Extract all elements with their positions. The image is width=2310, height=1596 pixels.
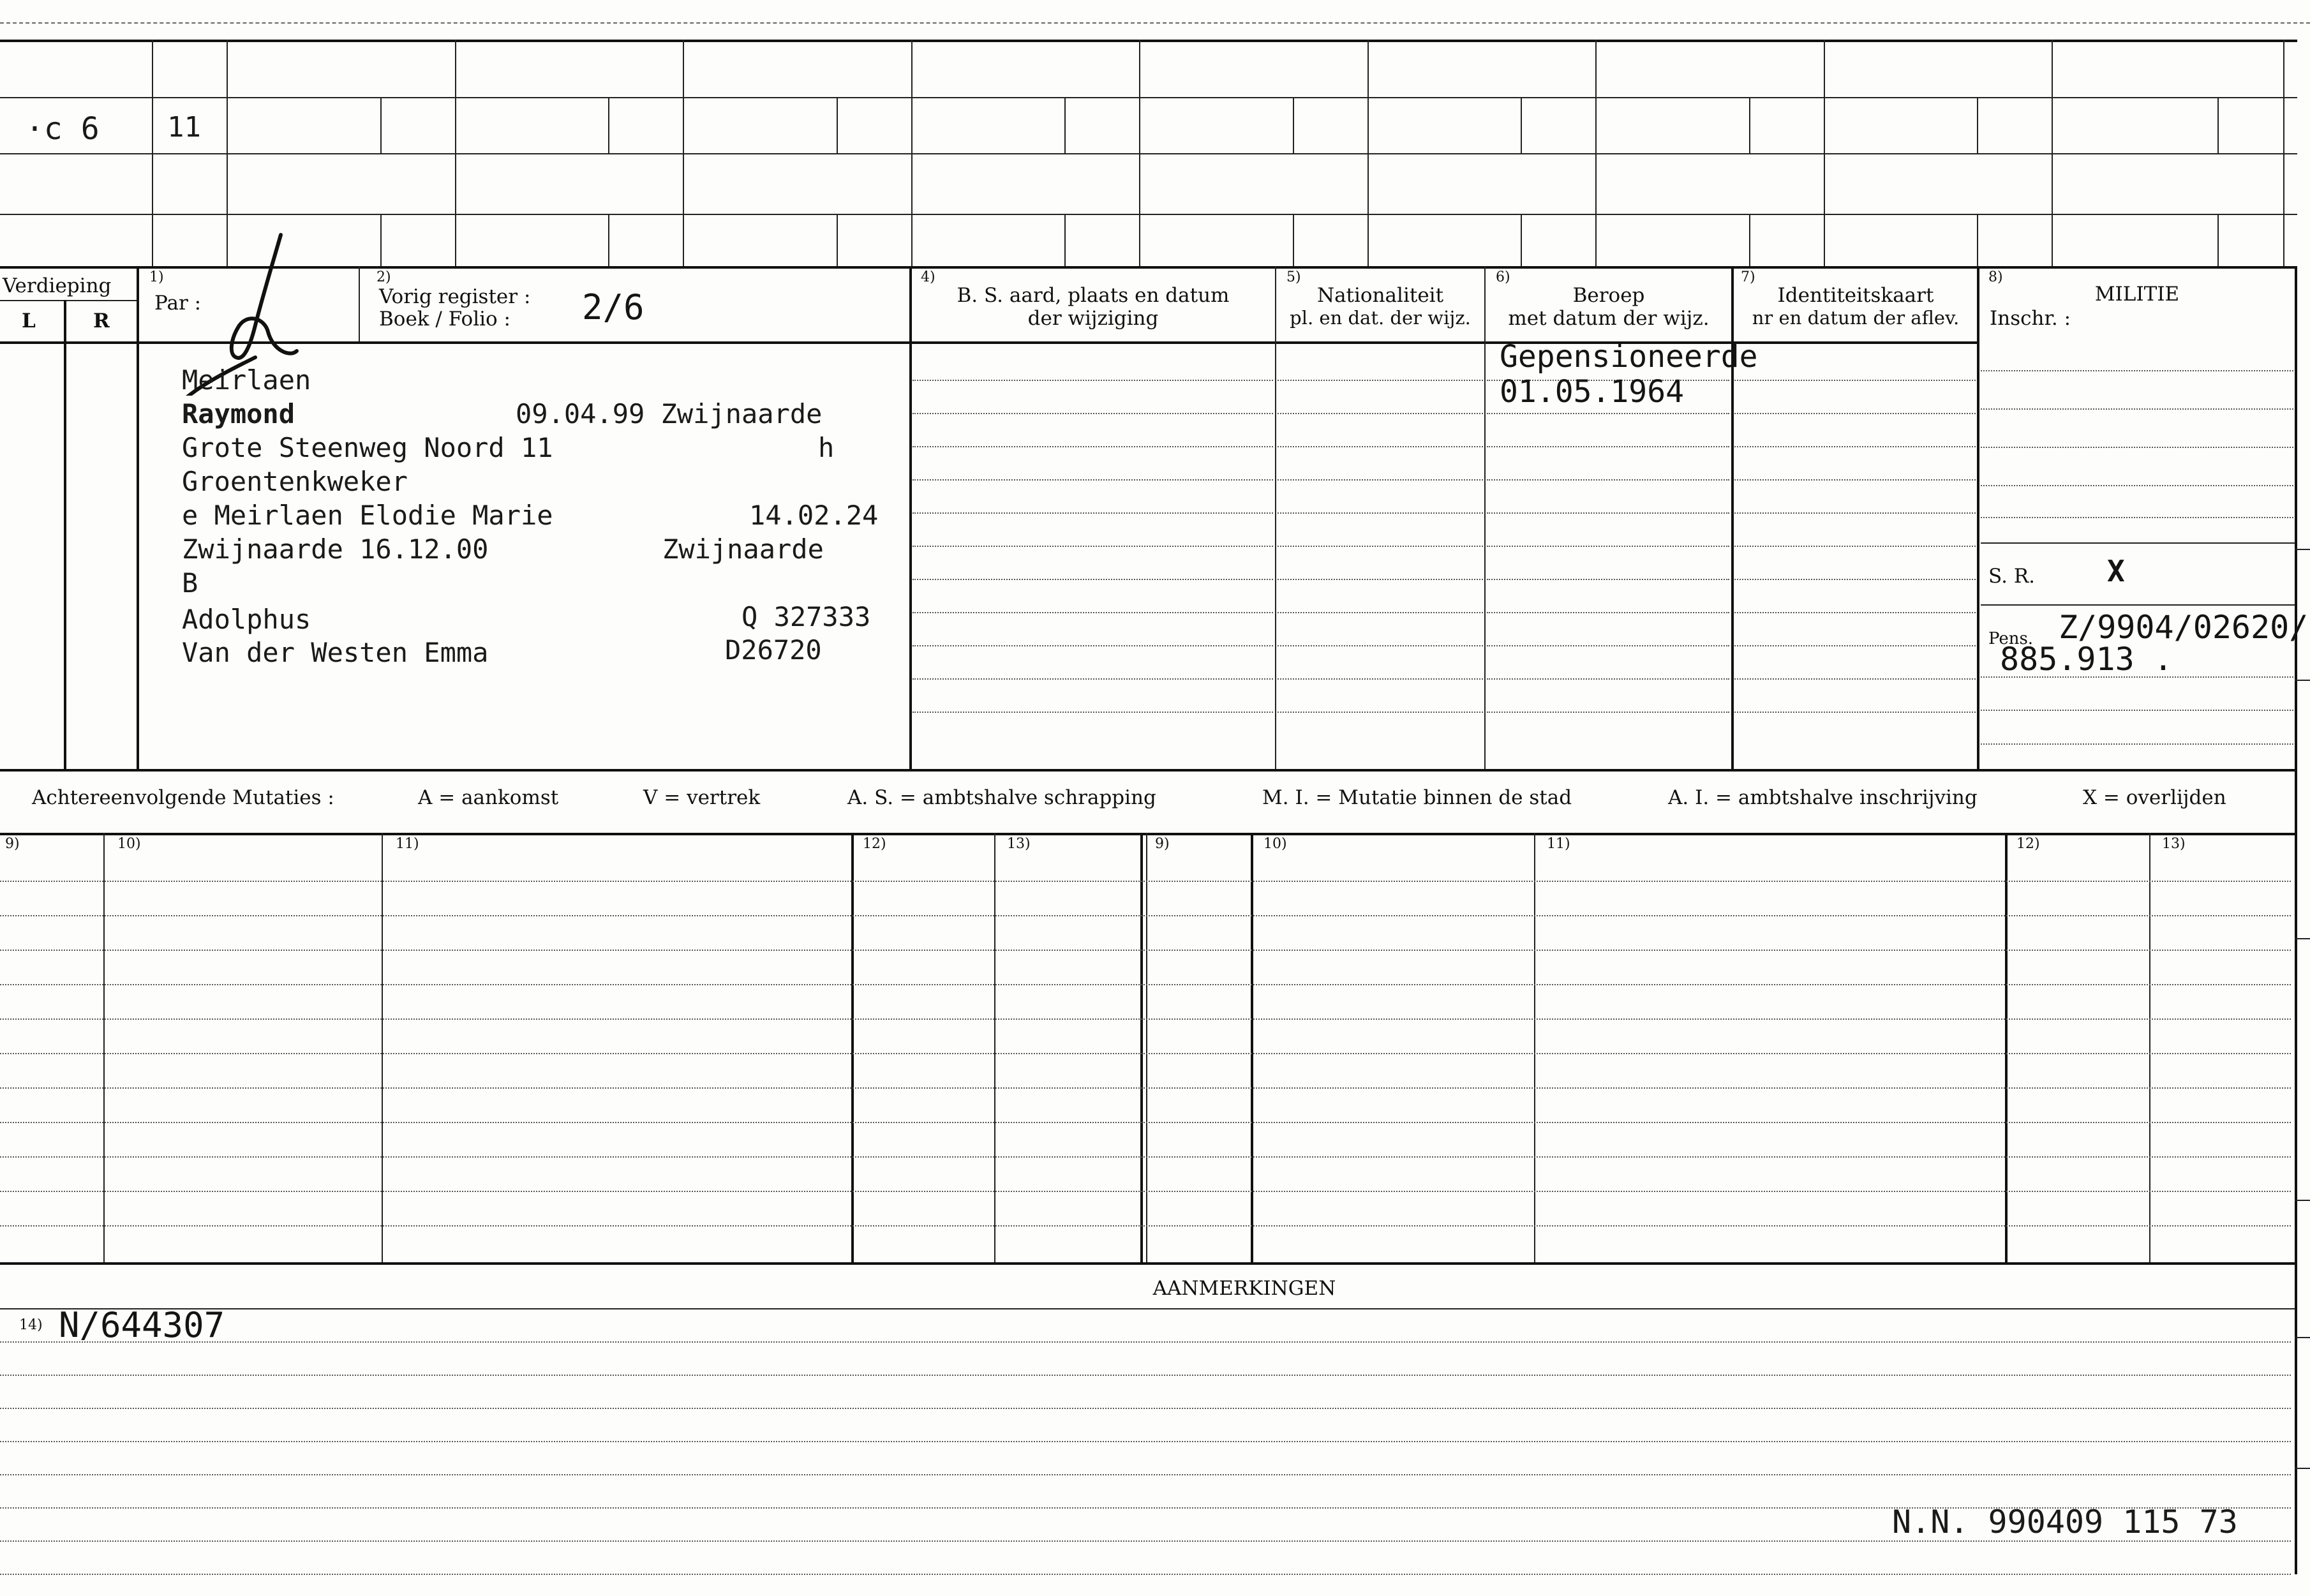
dotted-rule [0,1053,2291,1054]
person-profession: Groentenkweker [182,466,408,497]
dotted-rule [1487,479,1729,481]
dotted-rule [0,1225,2291,1227]
person-surname: Meirlaen [182,364,311,396]
pens-value-2: 885.913 . [2000,641,2173,678]
dotted-rule [913,446,1273,447]
dotted-rule [1278,678,1483,680]
top-grid-subcol [2217,97,2219,153]
dotted-rule [1734,446,1976,447]
dotted-rule [0,1087,2291,1089]
top-grid-col [1367,40,1369,266]
top-grid-col [2283,40,2284,266]
top-grid-col [1139,40,1140,266]
dotted-rule [0,1018,2291,1020]
aanmerkingen-value: N/644307 [59,1305,225,1345]
dotted-rule [1278,579,1483,580]
dotted-rule [0,915,2291,916]
dotted-rule [0,1408,2291,1409]
dotted-rule [1981,710,2293,711]
sr-value: X [2107,554,2125,588]
person-letter: B [182,567,198,599]
sr-label: S. R. [1988,565,2036,588]
top-grid-line [0,97,2297,98]
top-grid-subcol [1293,97,1294,153]
verdieping-divider [0,300,137,301]
par-label: Par : [154,292,202,315]
aanmerkingen-num: 14) [19,1317,43,1333]
mut-col [2149,833,2150,1262]
verdieping-label: Verdieping [3,274,112,297]
vorig-register-value: 2/6 [582,287,645,327]
edge-tick [2295,1337,2310,1338]
dotted-rule [0,1540,2291,1542]
top-grid-col [911,40,913,266]
dotted-rule [1278,645,1483,646]
nat-header-line1: Nationaliteit [1316,284,1444,307]
dotted-rule [1734,546,1976,547]
spouse-birthplace: Zwijnaarde 16.12.00 [182,533,489,565]
top-grid-col [152,40,153,266]
mutaties-title: Achtereenvolgende Mutaties : [32,786,334,809]
dotted-rule [1734,712,1976,713]
pens-label: Pens. [1988,629,2034,648]
col-divider-nat [1484,266,1486,769]
dotted-rule [1981,743,2293,745]
person-flag: h [818,432,835,463]
dotted-rule [1981,485,2293,486]
pens-value-1: Z/9904/02620/ [2059,609,2309,646]
col6-num: 6) [1496,269,1510,285]
mut-col-13b: 13) [2162,836,2186,852]
top-grid-col [683,40,684,266]
col-divider-lr [64,300,66,769]
top-grid-subcol [837,214,838,266]
bs-header-line2: der wijziging [1027,307,1159,330]
top-grid-cell-code: ·c 6 [26,111,100,147]
legend-vertrek: V = vertrek [643,786,761,809]
top-grid-subcol [608,214,609,266]
mut-col [2005,833,2008,1262]
beroep-header-line2: met datum der wijz. [1508,307,1710,330]
dotted-rule [1278,413,1483,414]
top-edge [0,22,2310,24]
top-grid-subcol [2217,214,2219,266]
col2-num: 2) [376,269,391,285]
top-grid-subcol [1293,214,1294,266]
legend-aankomst: A = aankomst [418,786,559,809]
right-edge [2295,266,2297,1574]
boek-folio-label: Boek / Folio : [379,308,510,331]
dotted-rule [1981,517,2293,518]
mut-col-9: 9) [5,836,20,852]
dotted-rule [1487,446,1729,447]
dotted-rule [1487,678,1729,680]
mut-col-12b: 12) [2016,836,2040,852]
dotted-rule [913,712,1273,713]
person-firstname: Raymond [182,398,295,429]
mut-col [103,833,105,1262]
dotted-rule [0,1341,2291,1343]
top-grid-line [0,153,2297,154]
top-grid-subcol [380,214,382,266]
militie-divider [1981,542,2295,544]
verdieping-r: R [93,310,110,332]
top-grid-line [0,214,2297,215]
dotted-rule [1487,546,1729,547]
dotted-rule [1278,380,1483,381]
bs-header-line1: B. S. aard, plaats en datum [957,284,1230,307]
mut-col [994,833,995,1262]
edge-tick [2295,680,2310,681]
legend-ambtshalve-schrapping: A. S. = ambtshalve schrapping [847,786,1156,809]
top-grid-subcol [1977,214,1978,266]
edge-tick [2295,549,2310,550]
legend-overlijden: X = overlijden [2083,786,2226,809]
top-grid-line [0,40,2297,42]
spouse-birthdate: 14.02.24 [749,500,879,531]
dotted-rule [0,881,2291,882]
person-birth: 09.04.99 Zwijnaarde [516,398,823,429]
top-grid-subcol [1064,214,1066,266]
top-grid-subcol [1521,97,1522,153]
top-grid-subcol [1064,97,1066,153]
dotted-rule [1487,712,1729,713]
dotted-rule [0,984,2291,985]
top-grid-subcol [837,97,838,153]
col-divider-verdieping [137,266,139,769]
col-divider-bs [1275,266,1276,769]
dotted-rule [1981,408,2293,410]
dotted-rule [1734,380,1976,381]
mutaties-header-line [0,833,2297,835]
dotted-rule [1734,413,1976,414]
dotted-rule [1734,678,1976,680]
top-grid-subcol [1977,97,1978,153]
header-top-line [0,266,2297,269]
dotted-rule [1487,512,1729,514]
dotted-rule [913,479,1273,481]
mut-col-9b: 9) [1155,836,1170,852]
edge-tick [2295,938,2310,939]
edge-tick [2295,1200,2310,1201]
id-header-line1: Identiteitskaart [1777,284,1934,307]
legend-mutatie-binnen-stad: M. I. = Mutatie binnen de stad [1262,786,1572,809]
top-grid-subcol [380,97,382,153]
beroep-date: 01.05.1964 [1500,374,1684,410]
col1-num: 1) [149,269,164,285]
father-code: Q 327333 [741,601,871,632]
top-grid-subcol [608,97,609,153]
dotted-rule [1487,645,1729,646]
top-grid-subcol [1749,214,1750,266]
mut-col-11b: 11) [1547,836,1570,852]
dotted-rule [1734,512,1976,514]
dotted-rule [1734,579,1976,580]
dotted-rule [913,512,1273,514]
dotted-rule [1734,479,1976,481]
dotted-rule [1278,479,1483,481]
nn-number: N.N. 990409 115 73 [1892,1503,2238,1540]
mother-code: D26720 [725,634,822,666]
father-name: Adolphus [182,604,311,635]
dotted-rule [0,1191,2291,1192]
dotted-rule [0,1474,2291,1475]
id-header-line2: nr en datum der aflev. [1752,307,1960,329]
dotted-rule [913,645,1273,646]
dotted-rule [913,413,1273,414]
col5-num: 5) [1286,269,1301,285]
dotted-rule [913,579,1273,580]
dotted-rule [1487,579,1729,580]
person-street: Grote Steenweg Noord 11 [182,432,553,463]
top-grid-subcol [1521,214,1522,266]
dotted-rule [1734,645,1976,646]
mut-col [1146,833,1147,1262]
militie-header: MILITIE [2094,283,2180,306]
mut-col-12: 12) [863,836,886,852]
top-grid-cell-number: 11 [167,111,201,144]
mut-col [851,833,854,1262]
dotted-rule [913,546,1273,547]
mut-col [1140,833,1143,1262]
dotted-rule [913,380,1273,381]
dotted-rule [1278,512,1483,514]
nat-header-line2: pl. en dat. der wijz. [1290,307,1471,329]
dotted-rule [1278,546,1483,547]
militie-divider [1981,604,2295,606]
dotted-rule [0,1574,2291,1575]
col-divider-id [1977,266,1979,769]
vorig-register-label: Vorig register : [379,285,531,308]
aanmerkingen-header-line [0,1308,2295,1309]
dotted-rule [913,678,1273,680]
col-divider-par [359,266,360,341]
dotted-rule [1487,612,1729,613]
dotted-rule [0,1375,2291,1376]
col8-num: 8) [1988,269,2003,285]
mother-name: Van der Westen Emma [182,637,489,668]
top-grid-col [1824,40,1825,266]
mut-col [382,833,383,1262]
edge-tick [2295,1468,2310,1469]
dotted-rule [1278,612,1483,613]
top-grid-subcol [1749,97,1750,153]
dotted-rule [1981,370,2293,371]
verdieping-l: L [22,310,36,332]
beroep-header-line1: Beroep [1572,284,1645,307]
dotted-rule [913,612,1273,613]
mut-col-10b: 10) [1263,836,1287,852]
dotted-rule [0,1156,2291,1158]
dotted-rule [0,1441,2291,1442]
dotted-rule [0,1122,2291,1123]
mut-col [1251,833,1253,1262]
mut-col [1534,833,1535,1262]
beroep-value: Gepensioneerde [1500,339,1758,375]
top-grid-col [1595,40,1597,266]
mutaties-bottom-line [0,1262,2297,1265]
col7-num: 7) [1741,269,1755,285]
col-divider-person [909,266,912,769]
dotted-rule [1487,413,1729,414]
dotted-rule [1981,447,2293,448]
legend-ambtshalve-inschrijving: A. I. = ambtshalve inschrijving [1668,786,1978,809]
dotted-rule [1278,712,1483,713]
dotted-rule [1734,612,1976,613]
dotted-rule [0,950,2291,951]
aanmerkingen-title: AANMERKINGEN [1152,1277,1336,1300]
mut-col-11: 11) [396,836,419,852]
mut-col-10: 10) [117,836,141,852]
inschr-label: Inschr. : [1990,307,2071,330]
spouse-name: e Meirlaen Elodie Marie [182,500,553,531]
col4-num: 4) [921,269,935,285]
dotted-rule [1278,446,1483,447]
mutaties-top-line [0,769,2297,772]
spouse-place-2: Zwijnaarde [662,533,824,565]
top-grid-col [2052,40,2053,266]
top-grid-col [455,40,456,266]
mut-col-13: 13) [1007,836,1031,852]
